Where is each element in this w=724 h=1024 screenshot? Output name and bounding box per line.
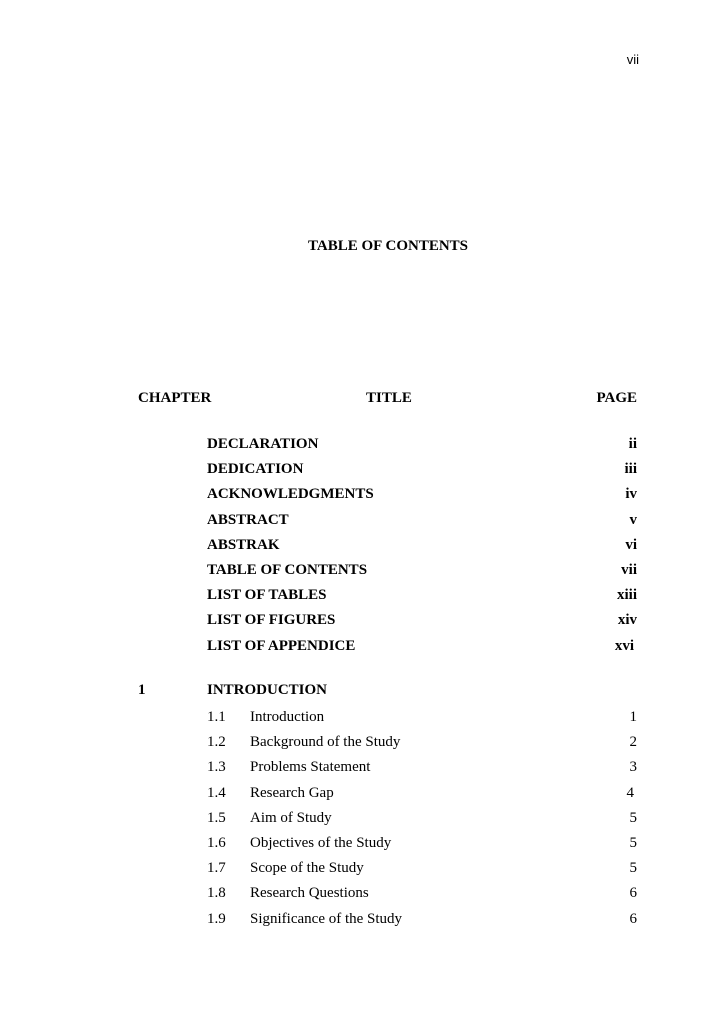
section-page: 4 <box>626 784 634 801</box>
page-number: vii <box>626 52 639 67</box>
section-title: Problems Statement <box>250 759 371 776</box>
toc-entry-page: iii <box>624 461 637 478</box>
section-entry[interactable] <box>207 808 637 833</box>
section-title: Research Gap <box>250 784 334 801</box>
section-number: 1.4 <box>207 784 226 801</box>
section-title: Background of the Study <box>250 734 401 751</box>
toc-entry-label: DEDICATION <box>207 461 304 478</box>
toc-entry-declaration[interactable] <box>207 434 637 459</box>
prelim-entries-list <box>207 434 637 661</box>
section-page: 6 <box>629 910 637 927</box>
toc-header-row <box>138 390 637 410</box>
section-entry[interactable] <box>207 858 637 883</box>
section-page: 2 <box>629 734 637 751</box>
section-number: 1.6 <box>207 834 226 851</box>
section-title: Aim of Study <box>250 809 332 826</box>
toc-entry-label: LIST OF TABLES <box>207 587 327 604</box>
section-entry[interactable] <box>207 909 637 934</box>
section-number: 1.3 <box>207 759 226 776</box>
section-title: Introduction <box>250 709 325 725</box>
toc-entry-page: xiii <box>616 587 637 604</box>
section-page: 3 <box>629 759 637 776</box>
section-number: 1.1 <box>207 709 226 725</box>
toc-entry-label: ABSTRAK <box>207 536 280 553</box>
toc-entry-page: xvi <box>614 637 634 654</box>
toc-entry-label: TABLE OF CONTENTS <box>207 561 368 578</box>
toc-entry-page: vi <box>625 536 637 553</box>
section-page: 5 <box>629 834 637 851</box>
section-entry[interactable] <box>207 732 637 757</box>
section-title: Research Questions <box>250 885 369 902</box>
section-title: Scope of the Study <box>250 860 364 877</box>
section-entry[interactable] <box>207 833 637 858</box>
section-page: 5 <box>629 860 637 877</box>
toc-entry-label: LIST OF FIGURES <box>207 612 336 629</box>
toc-entry-abstract[interactable] <box>207 510 637 535</box>
chapter-number: 1 <box>138 682 146 698</box>
toc-entry-label: LIST OF APPENDICE <box>207 637 356 654</box>
chapter-column-header: CHAPTER <box>138 390 212 406</box>
section-title: Significance of the Study <box>250 910 403 927</box>
section-page: 1 <box>629 709 637 725</box>
page-title: TABLE OF CONTENTS <box>307 238 469 254</box>
toc-entry-list-of-tables[interactable] <box>207 585 637 610</box>
section-page: 6 <box>629 885 637 902</box>
section-number: 1.9 <box>207 910 226 927</box>
toc-entry-list-of-appendice[interactable] <box>207 636 637 661</box>
toc-entry-list-of-figures[interactable] <box>207 610 637 635</box>
section-entry[interactable] <box>207 883 637 908</box>
section-number: 1.2 <box>207 734 226 751</box>
toc-entry-page: v <box>629 511 637 528</box>
toc-entry-abstrak[interactable] <box>207 535 637 560</box>
toc-entry-label: ABSTRACT <box>207 511 289 528</box>
chapter-title: INTRODUCTION <box>207 682 328 698</box>
section-entry[interactable] <box>207 707 637 732</box>
toc-entry-page: ii <box>628 436 637 452</box>
toc-entry-table-of-contents[interactable] <box>207 560 637 585</box>
toc-entry-page: iv <box>625 486 637 503</box>
section-entries-list <box>207 707 637 934</box>
section-entry[interactable] <box>207 757 637 782</box>
section-entry[interactable] <box>207 783 637 808</box>
page-column-header: PAGE <box>596 390 637 406</box>
toc-entry-acknowledgments[interactable] <box>207 484 637 509</box>
chapter-heading[interactable] <box>138 682 637 702</box>
section-number: 1.5 <box>207 809 226 826</box>
section-title: Objectives of the Study <box>250 834 392 851</box>
section-number: 1.7 <box>207 860 226 877</box>
toc-entry-label: DECLARATION <box>207 436 319 452</box>
toc-entry-label: ACKNOWLEDGMENTS <box>207 486 374 503</box>
toc-entry-dedication[interactable] <box>207 459 637 484</box>
section-page: 5 <box>629 809 637 826</box>
title-column-header: TITLE <box>366 390 412 406</box>
toc-entry-page: xiv <box>617 612 637 629</box>
toc-entry-page: vii <box>621 561 637 578</box>
section-number: 1.8 <box>207 885 226 902</box>
